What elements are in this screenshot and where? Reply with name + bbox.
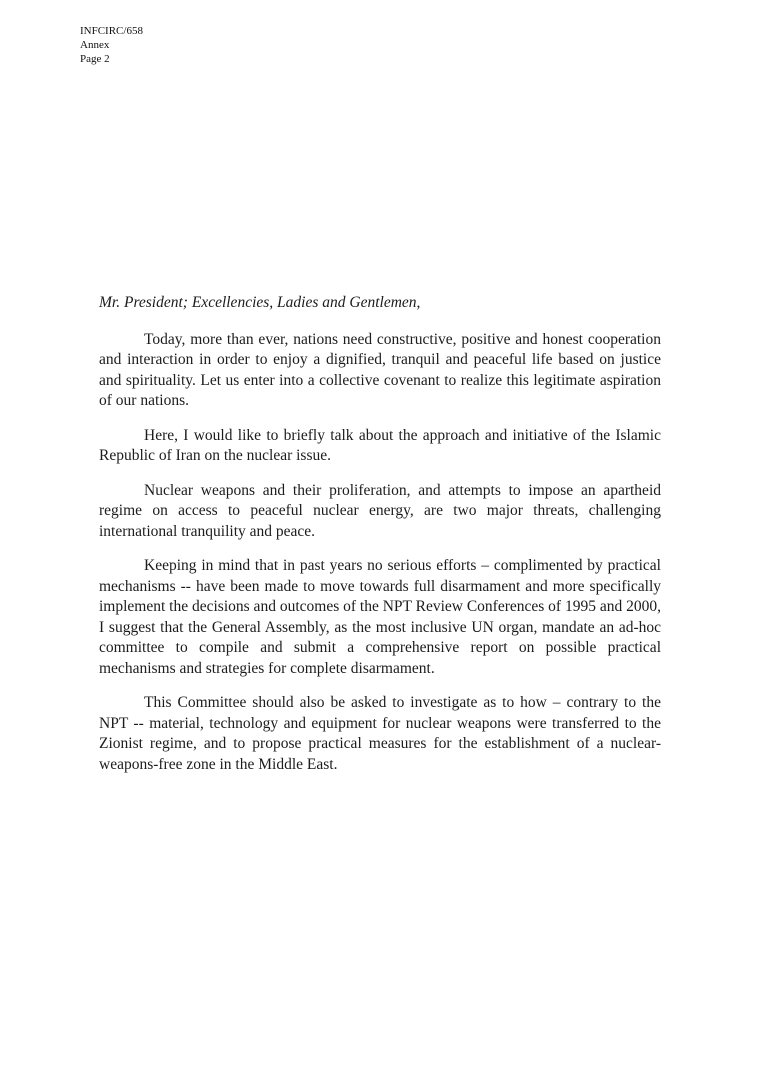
paragraph: Here, I would like to briefly talk about the approach and initiative of the Islamic Republic of Iran on the nuclear issue. bbox=[99, 426, 661, 464]
salutation: Mr. President; Excellencies, Ladies and Gentlemen, bbox=[99, 294, 421, 311]
page-number: Page 2 bbox=[80, 53, 110, 65]
paragraph: Nuclear weapons and their proliferation, and attempts to impose an apartheid regime on access to peaceful nuclear energy, are two major threats, challenging international tranquility and peace. bbox=[99, 481, 661, 540]
document-reference: INFCIRC/658 bbox=[80, 25, 143, 37]
document-body bbox=[99, 293, 661, 789]
paragraph: Today, more than ever, nations need constructive, positive and honest cooperation and interaction in order to enjoy a dignified, tranquil and peaceful life based on justice and spirituality. Let us enter into a collective covenant to realize this legitimate aspiration of our nations. bbox=[99, 330, 661, 409]
paragraph: This Committee should also be asked to investigate as to how – contrary to the NPT -- material, technology and equipment for nuclear weapons were transferred to the Zionist regime, and to propose practical measures for the establishment of a nuclear-weapons-free zone in the Middle East. bbox=[99, 694, 661, 773]
paragraph: Keeping in mind that in past years no serious efforts – complimented by practical mechanisms -- have been made to move towards full disarmament and more specifically implement the decisions and outcomes of the NPT Review Conferences of 1995 and 2000, I suggest that the General Assembly, as the most inclusive UN organ, mandate an ad-hoc committee to compile and submit a comprehensive report on possible practical mechanisms and strategies for complete disarmament. bbox=[99, 557, 661, 677]
annex-label: Annex bbox=[80, 39, 110, 51]
page-header bbox=[80, 24, 143, 66]
